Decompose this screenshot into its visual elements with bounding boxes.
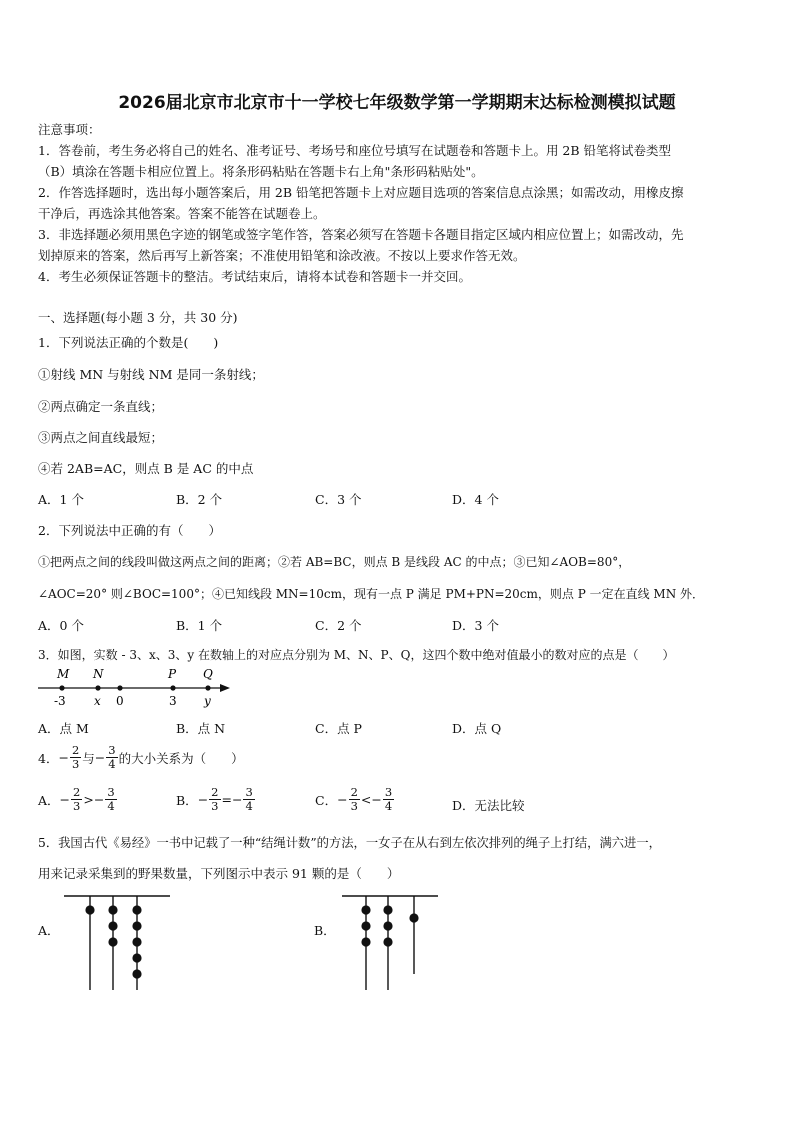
- knot: [383, 921, 392, 930]
- numerator: 2: [211, 785, 219, 799]
- minus-sign: −: [93, 792, 105, 807]
- question-1-item: ②两点确定一条直线；: [38, 399, 164, 414]
- option-label: C．: [315, 792, 338, 808]
- fraction-three-quarters: [243, 786, 254, 813]
- knot: [108, 937, 117, 946]
- question-3-option-b[interactable]: B．点 N: [176, 721, 226, 736]
- knot: [108, 921, 117, 930]
- knot: [85, 905, 94, 914]
- point-p: [170, 685, 175, 690]
- label-q: Q: [203, 667, 213, 681]
- question-1-item: ④若 2AB=AC，则点 B 是 AC 的中点: [38, 461, 254, 476]
- question-1-option-d[interactable]: D．4 个: [452, 492, 499, 507]
- knot-figure-a: [60, 892, 180, 992]
- question-4-option-b[interactable]: [176, 786, 256, 813]
- notice-line: （B）填涂在答题卡相应位置上。将条形码粘贴在答题卡右上角"条形码粘贴处"。: [38, 164, 484, 179]
- number-line-figure: [36, 664, 236, 710]
- notice-heading: 注意事项：: [38, 122, 101, 137]
- question-5-option-a[interactable]: A．: [38, 923, 60, 938]
- knot: [132, 937, 141, 946]
- knot: [108, 905, 117, 914]
- fraction-three-quarters: [106, 744, 117, 771]
- denominator: 4: [245, 799, 253, 813]
- question-3-stem: 3．如图，实数 - 3、x、3、y 在数轴上的对应点分别为 M、N、P、Q，这四个数中绝对值最小的数对应的点是（ ）: [38, 648, 675, 662]
- minus-sign: −: [94, 750, 106, 765]
- numerator: 2: [350, 785, 358, 799]
- fraction-two-thirds: [70, 744, 81, 771]
- minus-sign: −: [59, 792, 71, 807]
- knot: [383, 905, 392, 914]
- question-1-option-c[interactable]: C．3 个: [315, 492, 362, 507]
- minus-sign: −: [58, 750, 69, 765]
- numerator: 3: [384, 785, 393, 799]
- question-5-line: 5．我国古代《易经》一书中记载了一种“结绳计数”的方法，一女子在从右到左依次排列的绳子上打结，满六进一，: [38, 836, 661, 850]
- notice-line: 1．答卷前，考生务必将自己的姓名、准考证号、考场号和座位号填写在试题卷和答题卡上。用 2B 铅笔将试卷类型: [38, 143, 672, 158]
- denominator: 3: [73, 799, 81, 813]
- knot: [132, 921, 141, 930]
- section-heading: 一、选择题(每小题 3 分，共 30 分): [38, 310, 238, 325]
- fraction-three-quarters: [383, 786, 394, 813]
- numerator: 3: [245, 785, 253, 799]
- numerator: 3: [108, 743, 116, 757]
- question-1-stem: 1．下列说法正确的个数是( ): [38, 335, 219, 350]
- question-1-item: ①射线 MN 与射线 NM 是同一条射线；: [38, 367, 264, 382]
- notice-line: 4．考生必须保证答题卡的整洁。考试结束后，请将本试卷和答题卡一并交回。: [38, 269, 471, 284]
- minus-sign: −: [337, 792, 348, 807]
- question-3-option-c[interactable]: C．点 P: [315, 721, 362, 736]
- question-1-item: ③两点之间直线最短；: [38, 430, 164, 445]
- numerator: 3: [107, 785, 115, 799]
- denominator: 3: [71, 757, 80, 771]
- knot-figure-b: [338, 892, 448, 992]
- label-p: P: [168, 667, 177, 681]
- relation-sign: =: [221, 792, 232, 807]
- label-n: N: [93, 667, 104, 681]
- label-y: y: [204, 694, 211, 708]
- point-origin: [117, 685, 122, 690]
- fraction-two-thirds: [349, 786, 360, 813]
- numerator: 2: [71, 743, 80, 757]
- knot: [132, 953, 141, 962]
- label-0: 0: [116, 694, 124, 708]
- number-line-arrow: [220, 684, 230, 692]
- knot: [361, 905, 370, 914]
- denominator: 4: [107, 799, 115, 813]
- question-5-option-b[interactable]: B．: [314, 923, 336, 938]
- minus-sign: −: [197, 792, 209, 807]
- question-4-tail: 的大小关系为（ ）: [118, 750, 244, 766]
- question-3-option-d[interactable]: D．点 Q: [452, 721, 502, 736]
- option-label: A．: [38, 792, 60, 808]
- label-3: 3: [169, 694, 177, 708]
- question-4-option-a[interactable]: [38, 786, 118, 813]
- connector-text: 与: [82, 750, 95, 766]
- question-3-option-a[interactable]: A．点 M: [38, 721, 89, 736]
- question-4-stem: [38, 744, 244, 771]
- question-2-option-c[interactable]: C．2 个: [315, 618, 362, 633]
- notice-line: 2．作答选择题时，选出每小题答案后，用 2B 铅笔把答题卡上对应题目选项的答案信息点涂黑；如需改动，用橡皮擦: [38, 185, 684, 200]
- question-5-line: 用来记录采集到的野果数量，下列图示中表示 91 颗的是（ ）: [38, 866, 400, 881]
- denominator: 4: [108, 757, 116, 771]
- question-2-option-d[interactable]: D．3 个: [452, 618, 499, 633]
- label-m: M: [57, 667, 70, 681]
- minus-sign: −: [231, 792, 243, 807]
- denominator: 3: [211, 799, 219, 813]
- fraction-three-quarters: [105, 786, 116, 813]
- point-m: [59, 685, 64, 690]
- label-minus-3: -3: [54, 694, 66, 708]
- page-title: 2026届北京市北京市十一学校七年级数学第一学期期末达标检测模拟试题: [118, 93, 676, 113]
- point-n: [95, 685, 100, 690]
- point-q: [205, 685, 210, 690]
- denominator: 3: [350, 799, 358, 813]
- question-1-option-b[interactable]: B．2 个: [176, 492, 223, 507]
- knot: [361, 937, 370, 946]
- question-2-stem: 2．下列说法中正确的有（ ）: [38, 523, 221, 538]
- question-4-number: 4．: [38, 750, 59, 766]
- knot: [132, 969, 141, 978]
- label-x: x: [94, 694, 101, 708]
- relation-sign: >: [83, 792, 94, 807]
- option-label: B．: [176, 792, 198, 808]
- question-2-line: ∠AOC=20° 则∠BOC=100°；④已知线段 MN=10cm，现有一点 P 满足 PM+PN=20cm，则点 P 一定在直线 MN 外．: [38, 587, 705, 601]
- question-4-option-d[interactable]: D．无法比较: [452, 798, 525, 813]
- question-4-option-c[interactable]: [315, 786, 395, 813]
- question-2-option-a[interactable]: A．0 个: [38, 618, 84, 633]
- minus-sign: −: [371, 792, 382, 807]
- question-1-option-a[interactable]: A．1 个: [38, 492, 84, 507]
- notice-line: 干净后，再选涂其他答案。答案不能答在试题卷上。: [38, 206, 326, 221]
- knot: [409, 913, 418, 922]
- notice-line: 3．非选择题必须用黑色字迹的钢笔或签字笔作答，答案必须写在答题卡各题目指定区域内相应位置上；如需改动，先: [38, 227, 684, 242]
- numerator: 2: [73, 785, 81, 799]
- knot: [361, 921, 370, 930]
- knot: [383, 937, 392, 946]
- fraction-two-thirds: [209, 786, 220, 813]
- knot: [132, 905, 141, 914]
- notice-line: 划掉原来的答案，然后再写上新答案；不准使用铅笔和涂改液。不按以上要求作答无效。: [38, 248, 526, 263]
- fraction-two-thirds: [71, 786, 82, 813]
- question-2-option-b[interactable]: B．1 个: [176, 618, 223, 633]
- question-2-line: ①把两点之间的线段叫做这两点之间的距离；②若 AB=BC，则点 B 是线段 AC 的中点；③已知∠AOB=80°，: [38, 555, 631, 569]
- denominator: 4: [384, 799, 393, 813]
- relation-sign: <: [360, 792, 372, 807]
